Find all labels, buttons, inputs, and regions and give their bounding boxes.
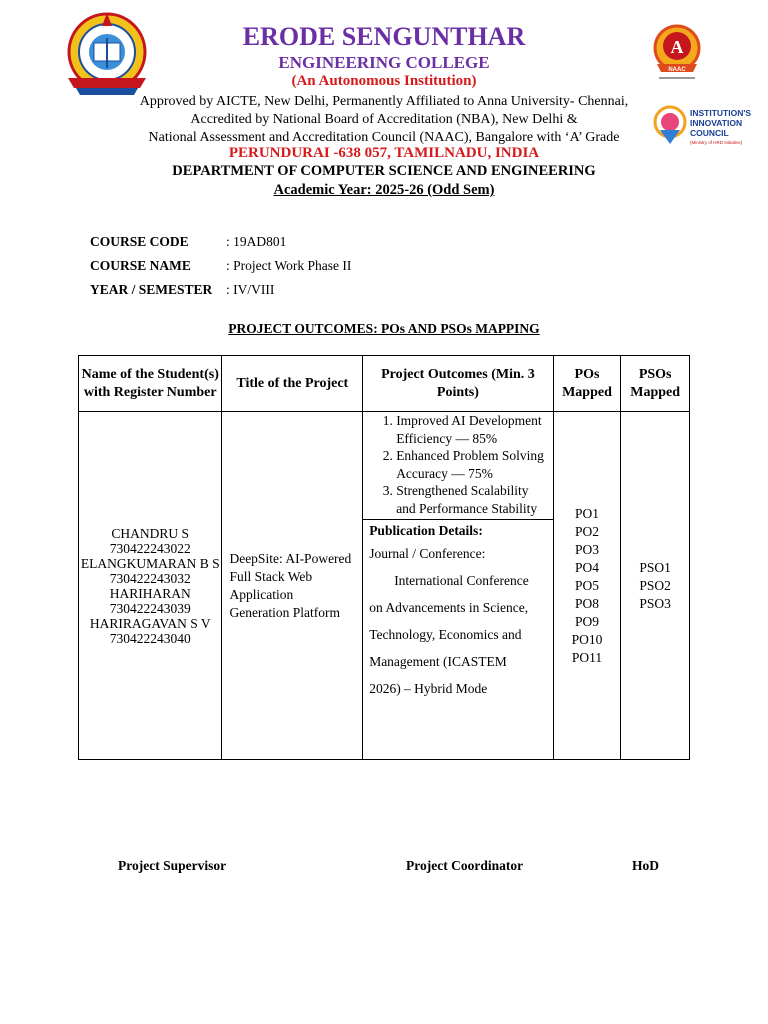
- approval-line-3: National Assessment and Accreditation Council (NAAC), Bangalore with ‘A’ Grade: [148, 130, 620, 145]
- project-title-cell: [222, 412, 363, 760]
- pso-item: PSO2: [639, 577, 671, 593]
- publication-line: 2026) – Hybrid Mode: [369, 681, 488, 696]
- publication-line: Journal / Conference:: [369, 546, 486, 561]
- po-item: PO11: [571, 649, 603, 665]
- student-name: HARIHARAN: [109, 585, 191, 601]
- outcome-item: 3. Strengthened Scalability and Performance Stability: [396, 482, 544, 517]
- course-code-label: COURSE CODE: [90, 234, 189, 249]
- psos-cell: [621, 412, 690, 760]
- college-name: ERODE SENGUNTHAR: [242, 22, 526, 51]
- student-name: CHANDRU S: [111, 525, 190, 541]
- register-number: 730422243040: [109, 630, 191, 646]
- po-item: PO9: [574, 613, 599, 629]
- student-name: HARIRAGAVAN S V: [89, 615, 211, 631]
- publication-line: Technology, Economics and: [369, 627, 522, 642]
- outcome-item: 2. Enhanced Problem Solving Accuracy — 75%: [396, 447, 544, 482]
- publication-line: on Advancements in Science,: [369, 600, 529, 615]
- po-item: PO4: [574, 559, 599, 575]
- academic-year: Academic Year: 2025-26 (Odd Sem): [273, 182, 495, 198]
- po-item: PO10: [571, 631, 603, 647]
- po-item: PO2: [574, 523, 599, 539]
- po-item: PO5: [574, 577, 599, 593]
- course-name-label: COURSE NAME: [90, 258, 191, 273]
- header-title: Title of the Project: [222, 356, 363, 412]
- table-header-row: [79, 356, 690, 412]
- register-number: 730422243039: [109, 600, 191, 616]
- naac-text: NAAC: [668, 67, 686, 73]
- course-code-value: : 19AD801: [226, 234, 287, 249]
- college-subtitle: ENGINEERING COLLEGE: [278, 53, 490, 72]
- po-item: PO3: [574, 541, 599, 557]
- year-semester-label: YEAR / SEMESTER: [90, 282, 213, 297]
- outcomes-cell: [363, 412, 553, 760]
- header-students: Name of the Student(s) with Register Number: [79, 356, 222, 412]
- student-name: ELANGKUMARAN B S: [80, 555, 220, 571]
- header-outcomes: Project Outcomes (Min. 3 Points): [363, 356, 553, 412]
- outcomes-list: [363, 412, 552, 519]
- header-psos: PSOs Mapped: [621, 356, 690, 412]
- project-title: DeepSite: AI-Powered Full Stack Web Application Generation Platform: [229, 550, 352, 620]
- po-item: PO8: [574, 595, 599, 611]
- publication-block: [363, 519, 552, 710]
- college-address: PERUNDURAI -638 057, TAMILNADU, INDIA: [228, 145, 540, 161]
- iic-line-3: COUNCIL: [690, 128, 729, 138]
- iic-line-1: INSTITUTION'S: [690, 108, 752, 118]
- pso-item: PSO1: [639, 559, 671, 575]
- mapping-table: [78, 355, 690, 760]
- table-row: [79, 412, 690, 760]
- po-item: PO1: [574, 505, 599, 521]
- autonomous-status: (An Autonomous Institution): [291, 73, 477, 89]
- publication-line: International Conference: [394, 573, 529, 588]
- register-number: 730422243022: [109, 540, 191, 556]
- outcome-item: 1. Improved AI Development Efficiency — 85%: [396, 412, 544, 447]
- coordinator-signature: Project Coordinator: [406, 858, 524, 873]
- publication-heading: Publication Details:: [369, 523, 483, 538]
- approval-line-1: Approved by AICTE, New Delhi, Permanently Affiliated to Anna University- Chennai,: [139, 94, 629, 109]
- register-number: 730422243032: [109, 570, 191, 586]
- pso-item: PSO3: [639, 595, 671, 611]
- iic-line-2: INNOVATION: [690, 118, 743, 128]
- iic-line-4: (Ministry of HRD Initiative): [690, 140, 743, 145]
- students-cell: [79, 412, 222, 760]
- pos-cell: [553, 412, 621, 760]
- department-name: DEPARTMENT OF COMPUTER SCIENCE AND ENGINEERING: [172, 163, 596, 179]
- hod-signature: HoD: [632, 858, 659, 873]
- supervisor-signature: Project Supervisor: [118, 858, 227, 873]
- mapping-title: PROJECT OUTCOMES: POs AND PSOs MAPPING: [228, 321, 540, 336]
- publication-line: Management (ICASTEM: [369, 654, 507, 669]
- course-name-value: : Project Work Phase II: [226, 258, 352, 273]
- header-pos: POs Mapped: [553, 356, 621, 412]
- naac-letter: A: [670, 37, 684, 57]
- approval-line-2: Accredited by National Board of Accreditation (NBA), New Delhi &: [190, 112, 578, 127]
- year-semester-value: : IV/VIII: [226, 282, 275, 297]
